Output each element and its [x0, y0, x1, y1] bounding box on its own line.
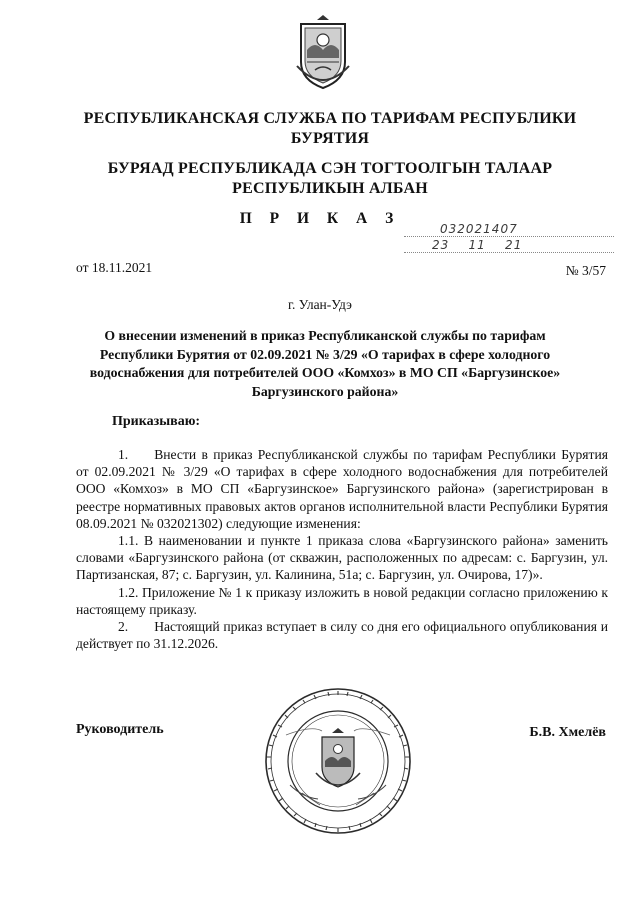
paragraph-1-number: 1.	[118, 447, 129, 462]
paragraph-2	[76, 618, 608, 652]
paragraph-1-text: Внести в приказ Республиканской службы по тарифам Республики Бурятия от 02.09.2021 № 3/29 «О тарифах в сфере холодного водоснабжения для потребителей ООО «Комхоз» в МО СП «Баргузинское» Баргузинского района» (зарегистрирован в реестре нормативных правовых актов органов исполнительной власти Республики Бурятия 08.09.2021 № 032021302) следующие изменения:	[76, 447, 608, 531]
agency-name-bua: БУРЯАД РЕСПУБЛИКАДА СЭН ТОГТООЛГЫН ТАЛААР РЕСПУБЛИКЫН АЛБАН	[107, 160, 553, 197]
order-number: № 3/57	[565, 263, 606, 278]
official-seal-icon	[262, 685, 414, 837]
order-body	[76, 446, 608, 652]
registration-number: 032021407	[440, 222, 518, 236]
agency-name-ru: РЕСПУБЛИКАНСКАЯ СЛУЖБА ПО ТАРИФАМ РЕСПУБЛИКИ БУРЯТИЯ	[83, 110, 577, 147]
registration-date: 23 11 21	[432, 238, 523, 252]
signatory-name: Б.В. Хмелёв	[529, 725, 606, 740]
order-date: от 18.11.2021	[76, 260, 153, 275]
order-city: г. Улан-Удэ	[288, 297, 352, 312]
coat-of-arms-icon	[293, 14, 353, 92]
paragraph-2-text: Настоящий приказ вступает в силу со дня его официального опубликования и действует по 31.12.2026.	[76, 619, 608, 652]
signatory-position: Руководитель	[76, 722, 164, 737]
registration-line	[404, 236, 614, 237]
order-subject: О внесении изменений в приказ Республиканской службы по тарифам Республики Бурятия от 02.09.2021 № 3/29 «О тарифах в сфере холодного водоснабжения для потребителей ООО «Комхоз» в МО СП «Баргузинское» Баргузинского района»	[89, 328, 561, 399]
decree-word: Приказываю:	[112, 414, 201, 429]
paragraph-1-2: 1.2. Приложение № 1 к приказу изложить в новой редакции согласно приложению к настоящему приказу.	[76, 584, 608, 617]
paragraph-1	[76, 446, 608, 532]
paragraph-2-number: 2.	[118, 619, 129, 635]
order-title: П Р И К А З	[239, 210, 401, 227]
registration-line	[404, 252, 614, 253]
paragraph-1-1: 1.1. В наименовании и пункте 1 приказа слова «Баргузинского района» заменить словами «Баргузинского района (от скважин, расположенных по адресам: с. Баргузин, ул. Партизанская, 87; с. Баргузин, ул. Калинина, 51а; с. Баргузин, ул. Очирова, 17)».	[76, 533, 608, 583]
